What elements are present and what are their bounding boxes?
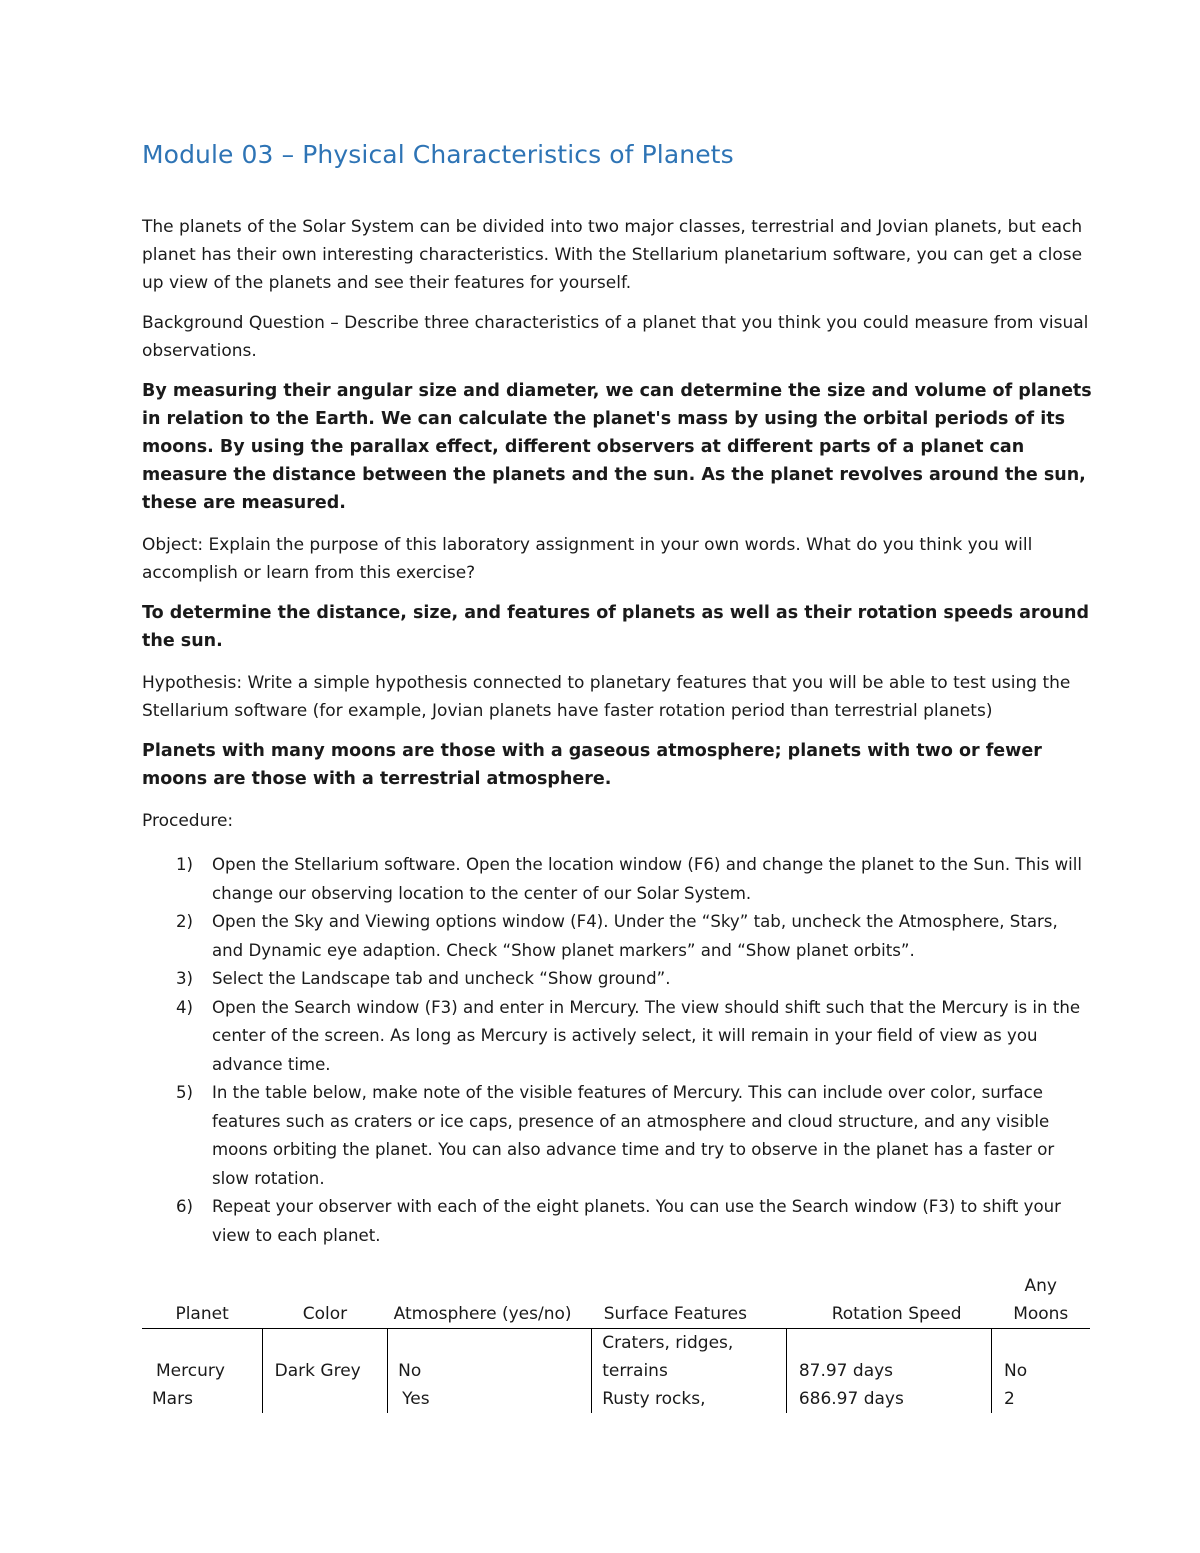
- table-row: [142, 1329, 1090, 1386]
- step-text: Open the Stellarium software. Open the location window (F6) and change the planet to the Sun. This will change our observing location to the center of our Solar System.: [212, 855, 1083, 903]
- procedure-step: [142, 908, 1092, 965]
- cell-surface-features: [592, 1329, 787, 1386]
- step-number: 1): [176, 855, 194, 874]
- procedure-step: [142, 851, 1092, 908]
- document-page: [142, 140, 1092, 1250]
- step-number: 4): [176, 997, 194, 1017]
- cell-surface-line2: terrains: [602, 1361, 668, 1381]
- background-answer: By measuring their angular size and diameter, we can determine the size and volume of planets in relation to the Earth. We can calculate the planet's mass by using the orbital periods of its moons. By using the parallax effect, different observers at different parts of a planet can measure the distance between the planets and the sun. As the planet revolves around the sun, these are measured.: [142, 381, 1092, 513]
- cell-surface-features: Rusty rocks,: [592, 1385, 787, 1413]
- header-any-moons-line1: Any: [1024, 1276, 1057, 1296]
- object-answer: To determine the distance, size, and features of planets as well as their rotation speeds around the sun.: [142, 603, 1090, 651]
- cell-atmosphere: Yes: [388, 1385, 592, 1413]
- header-any-moons: [991, 1272, 1090, 1329]
- cell-planet: Mars: [152, 1389, 193, 1409]
- planet-observation-table: [142, 1272, 1090, 1413]
- hypothesis-answer: Planets with many moons are those with a gaseous atmosphere; planets with two or fewer moons are those with a terrestrial atmosphere.: [142, 741, 1042, 789]
- step-text: In the table below, make note of the visible features of Mercury. This can include over color, surface features such as craters or ice caps, presence of an atmosphere and cloud structure, and any visible moons orbiting the planet. You can also advance time and try to observe in the planet has a faster or slow rotation.: [212, 1083, 1055, 1188]
- table-header-row: [142, 1272, 1090, 1329]
- cell-moons: No: [991, 1329, 1090, 1386]
- header-color: Color: [262, 1272, 387, 1329]
- step-text: Select the Landscape tab and uncheck “Show ground”.: [212, 969, 671, 988]
- procedure-step: [142, 1079, 1092, 1193]
- procedure-steps: [142, 851, 1092, 1250]
- step-text: Repeat your observer with each of the eight planets. You can use the Search window (F3) to shift your view to each planet.: [212, 1197, 1061, 1245]
- cell-surface-line1: Craters, ridges,: [602, 1333, 734, 1353]
- cell-color: Dark Grey: [262, 1329, 387, 1386]
- cell-moons: 2: [991, 1385, 1090, 1413]
- step-text: Open the Sky and Viewing options window (F4). Under the “Sky” tab, uncheck the Atmosphere, Stars, and Dynamic eye adaption. Check “Show planet markers” and “Show planet orbits”.: [212, 912, 1058, 960]
- header-atmosphere: Atmosphere (yes/no): [388, 1272, 592, 1329]
- cell-planet: Mercury: [156, 1361, 225, 1381]
- object-prompt: Object: Explain the purpose of this laboratory assignment in your own words. What do you think you will accomplish or learn from this exercise?: [142, 535, 1033, 583]
- procedure-label: Procedure:: [142, 811, 234, 831]
- step-number: 5): [176, 1083, 194, 1102]
- procedure-step: [142, 994, 1092, 1080]
- procedure-step: [142, 1193, 1092, 1250]
- cell-rotation-speed: 87.97 days: [786, 1329, 991, 1386]
- cell-atmosphere: No: [388, 1329, 592, 1386]
- background-question: Background Question – Describe three characteristics of a planet that you think you could measure from visual observations.: [142, 313, 1089, 361]
- intro-paragraph: The planets of the Solar System can be divided into two major classes, terrestrial and Jovian planets, but each planet has their own interesting characteristics. With the Stellarium planetarium software, you can get a close up view of the planets and see their features for yourself.: [142, 217, 1083, 293]
- cell-color: [262, 1385, 387, 1413]
- table-row: [142, 1385, 1090, 1413]
- header-planet: Planet: [142, 1272, 262, 1329]
- step-number: 3): [176, 969, 194, 988]
- step-text: Open the Search window (F3) and enter in Mercury. The view should shift such that the Mercury is in the center of the screen. As long as Mercury is actively select, it will remain in your field of view as you advance time.: [212, 997, 1081, 1074]
- header-any-moons-line2: Moons: [1013, 1304, 1069, 1324]
- header-surface-features: Surface Features: [592, 1272, 787, 1329]
- header-rotation-speed: Rotation Speed: [786, 1272, 991, 1329]
- step-number: 6): [176, 1197, 194, 1216]
- cell-rotation-speed: 686.97 days: [786, 1385, 991, 1413]
- step-number: 2): [176, 912, 194, 931]
- hypothesis-prompt: Hypothesis: Write a simple hypothesis connected to planetary features that you will be able to test using the Stellarium software (for example, Jovian planets have faster rotation period than terrestrial planets): [142, 673, 1071, 721]
- procedure-step: [142, 965, 1092, 994]
- page-title: Module 03 – Physical Characteristics of Planets: [142, 140, 734, 169]
